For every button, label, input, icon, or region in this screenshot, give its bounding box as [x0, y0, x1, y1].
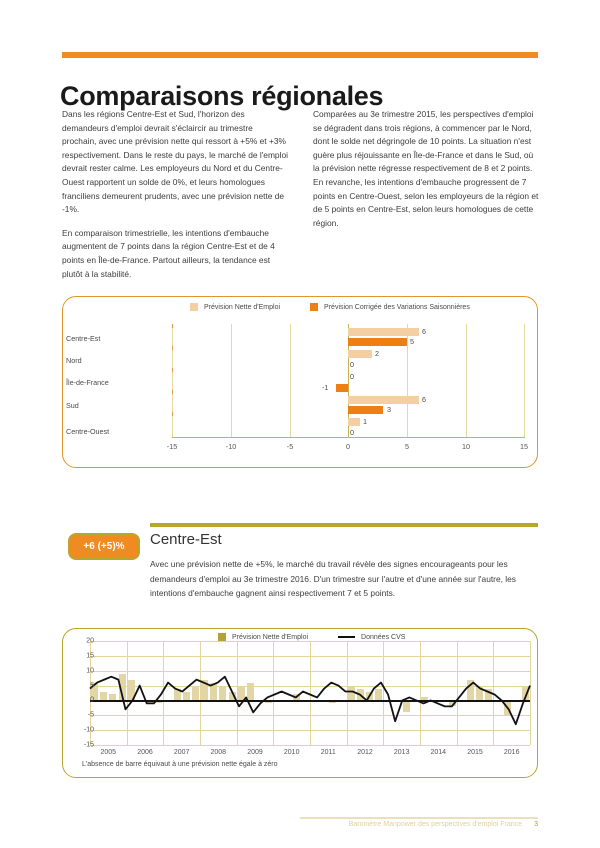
- y-tick-label: -5: [87, 711, 94, 719]
- legend-label: Prévision Nette d'Emploi: [232, 633, 309, 641]
- legend-swatch-icon: [310, 303, 318, 311]
- bar-segment: [348, 350, 372, 358]
- bar-x-tick-label: -5: [286, 442, 294, 451]
- footer-text: Baromètre Manpower des perspectives d'emploi France: [348, 821, 522, 828]
- region-heading-rule: [150, 523, 538, 527]
- bar-gridline: [524, 324, 525, 438]
- intro-column-left: [62, 108, 289, 291]
- page-number: 3: [534, 821, 538, 828]
- bar-axis-tick: [172, 346, 173, 350]
- cvs-polyline: [90, 677, 530, 725]
- bar-category-label: Centre-Est: [66, 334, 101, 343]
- bar-value-label: 5: [410, 337, 414, 346]
- bar-axis-tick: [172, 412, 173, 416]
- bar-value-label: 2: [375, 349, 379, 358]
- x-tick-label: 2007: [173, 749, 190, 756]
- bar-segment: [348, 396, 419, 404]
- chart-gridline: [530, 641, 531, 745]
- bar-gridline: [172, 324, 173, 438]
- bar-chart-legend: [190, 303, 500, 311]
- y-tick-label: 15: [86, 652, 94, 660]
- bar-value-label: 0: [350, 360, 354, 369]
- cvs-line-series: [90, 641, 530, 745]
- bar-x-tick-label: -15: [166, 442, 178, 451]
- bar-value-label: 6: [422, 327, 426, 336]
- bar-category-label: Sud: [66, 401, 79, 410]
- y-tick-label: -10: [83, 726, 94, 734]
- bar-category-label: Centre-Ouest: [66, 427, 110, 436]
- x-tick-label: 2014: [430, 749, 447, 756]
- y-tick-label: 10: [86, 667, 94, 675]
- x-tick-label: 2012: [357, 749, 373, 756]
- bar-value-label: 1: [363, 417, 367, 426]
- y-tick-label: 5: [90, 682, 94, 690]
- bar-segment: [336, 384, 348, 392]
- bar-value-label: 0: [350, 372, 354, 381]
- legend-line-icon: [338, 636, 355, 639]
- legend-swatch-icon: [218, 633, 226, 641]
- intro-paragraph: Comparées au 3e trimestre 2015, les perspectives d'emploi se dégradent dans trois régions, à commencer par le Nord, dont le solde net dégringole de 10 points. La situation n'est guère plus réjouissante en Île-de-France et dans le Sud, où la prévision nette régresse respectivement de 8 et 2 points. En revanche, les intentions d'embauche progressent de 7 points en Centre-Ouest, selon les employeurs de la région et de 5 points en Centre-Est, selon leurs homologues de cette région.: [313, 109, 539, 228]
- bar-x-axis: [172, 437, 525, 438]
- bar-segment: [348, 406, 383, 414]
- bar-axis-tick: [172, 390, 173, 394]
- header-accent-rule: [62, 52, 538, 58]
- chart-footnote: L'absence de barre équivaut à une prévision nette égale à zéro: [82, 761, 278, 768]
- line-chart-legend: [218, 633, 435, 641]
- bar-x-tick-label: 10: [462, 442, 470, 451]
- bar-value-label: 6: [422, 395, 426, 404]
- legend-label: Prévision Corrigée des Variations Saisonnières: [324, 303, 470, 311]
- intro-text-block: [62, 108, 540, 291]
- legend-item-seasonally-adjusted: [310, 303, 470, 311]
- y-tick-label: -15: [83, 741, 94, 749]
- bar-axis-tick: [172, 368, 173, 372]
- x-tick-label: 2008: [210, 749, 227, 756]
- x-tick-label: 2009: [247, 749, 263, 756]
- bar-value-label: -1: [322, 383, 329, 392]
- legend-item-net-forecast: [190, 303, 280, 311]
- bar-x-tick-label: 0: [346, 442, 350, 451]
- bar-value-label: 3: [387, 405, 391, 414]
- legend-swatch-icon: [190, 303, 198, 311]
- bar-segment: [348, 418, 360, 426]
- y-tick-label: 20: [86, 637, 94, 645]
- intro-column-right: [313, 108, 540, 291]
- x-tick-label: 2016: [503, 749, 520, 756]
- x-tick-label: 2005: [100, 749, 117, 756]
- chart-gridline: [90, 745, 530, 746]
- region-heading: Centre-Est: [150, 531, 222, 548]
- y-tick-label: 0: [90, 696, 94, 704]
- bar-x-tick-label: -10: [225, 442, 237, 451]
- legend-label: Prévision Nette d'Emploi: [204, 303, 281, 311]
- x-tick-label: 2015: [467, 749, 483, 756]
- intro-paragraph: Dans les régions Centre-Est et Sud, l'horizon des demandeurs d'emploi devrait s'éclaircir au trimestre prochain, avec une prévision nette qui ressort à +5% et +3% respectivement. Dans le reste du pays, le marché de l'emploi devrait rester calme. Les employeurs du Nord et du Centre-Ouest rapportent un solde de 0%, et leurs homologues franciliens demeurent prudents, avec une prévision nette de -1%.: [62, 109, 288, 215]
- bar-segment: [348, 338, 407, 346]
- region-description: Avec une prévision nette de +5%, le marché du travail révèle des signes encourageants pour les demandeurs d'emploi au 3e trimestre 2016. D'un trimestre sur l'autre et d'une année sur l'autre, les intentions d'embauche gagnent ainsi respectivement 7 et 5 points.: [150, 559, 516, 599]
- bar-gridline: [231, 324, 232, 438]
- bar-category-label: Nord: [66, 356, 82, 365]
- intro-paragraph: En comparaison trimestrielle, les intentions d'embauche augmentent de 7 points dans la région Centre-Est et de 4 points en Île-de-France. Partout ailleurs, la tendance est plutôt à la stabilité.: [62, 227, 275, 279]
- bar-gridline: [290, 324, 291, 438]
- page-title: Comparaisons régionales: [60, 81, 384, 112]
- bar-value-label: 0: [350, 428, 354, 437]
- status-badge: +6 (+5)%: [68, 533, 140, 560]
- x-tick-label: 2006: [137, 749, 153, 756]
- bar-category-label: Île-de-France: [66, 378, 109, 387]
- bar-gridline: [407, 324, 408, 438]
- bar-segment: [348, 328, 419, 336]
- x-tick-label: 2010: [283, 749, 300, 756]
- bar-x-tick-label: 5: [405, 442, 409, 451]
- x-tick-label: 2011: [320, 749, 336, 756]
- x-tick-label: 2013: [393, 749, 410, 756]
- bar-x-tick-label: 15: [520, 442, 528, 451]
- legend-label: Données CVS: [361, 633, 406, 641]
- bar-gridline: [466, 324, 467, 438]
- bar-chart-plot-area: [166, 324, 528, 451]
- footer-rule: [300, 817, 538, 819]
- legend-item-net-forecast: [218, 633, 308, 641]
- bar-axis-tick: [172, 324, 173, 328]
- legend-item-cvs: [338, 634, 405, 641]
